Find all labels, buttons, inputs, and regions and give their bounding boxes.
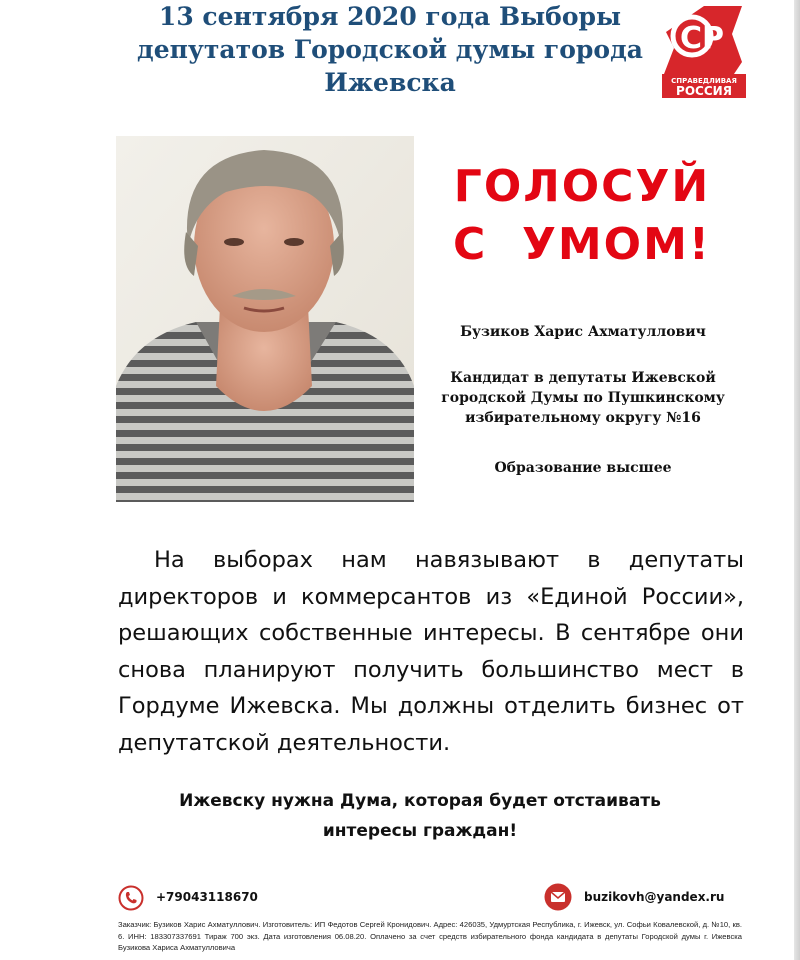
election-header-title: 13 сентября 2020 года Выборы депутатов Городской думы города Ижевска <box>137 2 643 97</box>
slogan-line1: ГОЛОСУЙ <box>453 161 711 212</box>
phone-number[interactable]: +79043118670 <box>156 890 258 904</box>
candidate-name: Бузиков Харис Ахматуллович <box>460 324 706 340</box>
party-logo <box>658 4 750 100</box>
page-edge-shadow <box>794 0 800 960</box>
phone-icon <box>118 885 144 911</box>
candidate-role: Кандидат в депутаты Ижевской городской Думы по Пушкинскому избирательному округу №16 <box>441 370 725 426</box>
email-address[interactable]: buzikovh@yandex.ru <box>584 890 725 904</box>
slogan-line2: С УМОМ! <box>453 219 711 270</box>
candidate-education: Образование высшее <box>494 460 672 476</box>
campaign-paragraph: На выборах нам навязывают в депутаты директоров и коммерсантов из «Единой России», решающих собственные интересы. В сентябре они снова планируют получить большинство мест в Гордуме Ижевска. Мы должны отделить бизнес от депутатской деятельности. <box>118 547 744 756</box>
slogan <box>432 158 732 274</box>
logo-line2: РОССИЯ <box>676 84 732 98</box>
mail-icon <box>544 883 572 911</box>
logo-mark: СР <box>679 21 725 56</box>
imprint-text: Заказчик: Бузиков Харис Ахматуллович. Изготовитель: ИП Федотов Сергей Кронидович. Адрес: 426035, Удмуртская Республика, г. Ижевск, ул. Софьи Ковалевской, д. №10, кв. 6. ИНН: 183307337691 Тираж 700 экз. Дата изготовления 06.08.20. Оплачено за счет средств избирательного фонда кандидата в депутаты Городской думы г. Ижевска Бузикова Хариса Ахматулловича <box>118 920 742 952</box>
closing-statement: Ижевску нужна Дума, которая будет отстаивать интересы граждан! <box>179 791 661 841</box>
candidate-photo <box>116 136 414 502</box>
logo-line1: СПРАВЕДЛИВАЯ <box>671 77 737 85</box>
